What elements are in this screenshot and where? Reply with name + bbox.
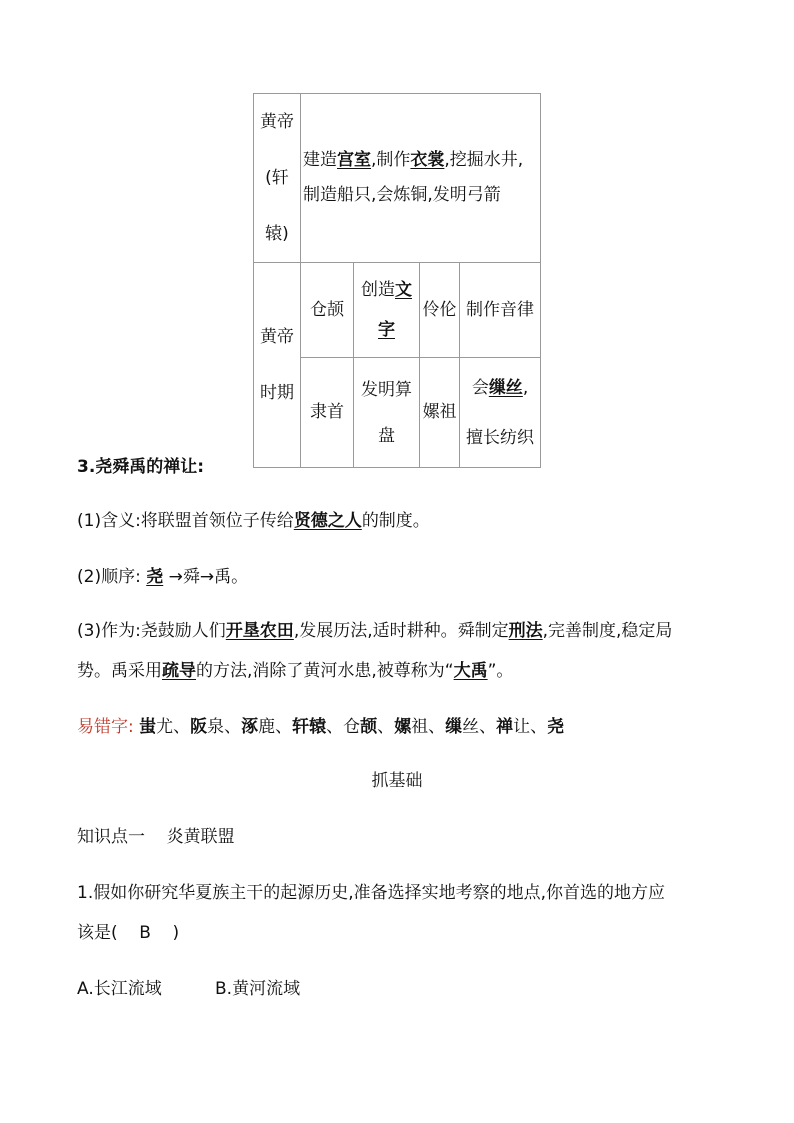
separator: 、 (530, 717, 548, 737)
separator: 、 (224, 717, 242, 737)
typo-word (139, 717, 173, 737)
key-term: 尧 (146, 567, 164, 587)
typo-label: 易错字: (77, 717, 134, 737)
cell-linglun: 伶伦 (420, 263, 460, 358)
typo-word (190, 717, 224, 737)
typo-rest: 泉 (207, 717, 225, 737)
cell-lishou: 隶首 (301, 358, 354, 468)
cell-text: (轩辕) (265, 168, 289, 244)
cell-text: 时期 (260, 383, 294, 403)
question-1-line1: 1.假如你研究华夏族主干的起源历史,准备选择实地考察的地点,你首选的地方应 (77, 883, 666, 903)
option-a: A.长江流域 (77, 979, 162, 999)
key-term: 衣裳 (410, 150, 445, 170)
text: ,挖掘水井,制造船只,会炼铜,发明弓箭 (303, 150, 524, 205)
cell-linglun-deed: 制作音律 (460, 263, 541, 358)
item-meaning (77, 506, 430, 531)
typo-word (547, 717, 564, 737)
separator: 、 (275, 717, 293, 737)
key-term: 缫丝 (488, 377, 523, 398)
option-b: B.黄河流域 (215, 979, 301, 999)
item-deeds-line1 (77, 616, 672, 641)
key-term: 大禹 (453, 661, 488, 681)
typo-char: 嫘 (394, 717, 412, 737)
text: ”。 (487, 661, 514, 681)
key-term: 文字 (378, 280, 412, 340)
section-title: 3.尧舜禹的禅让: (77, 457, 205, 477)
section-heading: 抓基础 (371, 771, 423, 791)
cell-text: 黄帝 (260, 112, 294, 132)
separator: 、 (428, 717, 446, 737)
text: →舜→禹。 (163, 567, 249, 587)
typo-word (445, 717, 479, 737)
typo-char: 尧 (547, 717, 565, 737)
typo-list (77, 712, 564, 737)
history-table (253, 93, 541, 468)
text: ,制作 (371, 150, 411, 170)
text: 的制度。 (361, 511, 430, 531)
typo-rest: 尤 (156, 717, 174, 737)
typo-char: 轩辕 (292, 717, 327, 737)
separator: 、 (377, 717, 395, 737)
separator: 、 (479, 717, 497, 737)
key-term: 开垦农田 (225, 621, 294, 641)
typo-char: 涿 (241, 717, 259, 737)
typo-rest: 丝 (462, 717, 480, 737)
text: (3)作为:尧鼓励人们 (77, 621, 226, 641)
knowledge-point: 知识点一 炎黄联盟 (77, 827, 235, 847)
cell-leizu: 嫘祖 (420, 358, 460, 468)
typo-char: 颉 (360, 717, 378, 737)
typo-rest: 让 (513, 717, 531, 737)
typo-word (496, 717, 530, 737)
text: (2)顺序: (77, 567, 147, 587)
cell-leizu-deed (460, 358, 541, 468)
separator: 、 (173, 717, 191, 737)
cell-huangdi-period (254, 263, 301, 468)
typo-rest: 鹿 (258, 717, 276, 737)
cell-lishou-deed: 发明算盘 (354, 358, 420, 468)
cell-text: 创造 (361, 280, 395, 300)
item-deeds-line2 (77, 656, 513, 681)
text: ,发展历法,适时耕种。舜制定 (293, 621, 509, 641)
cell-text: , (522, 377, 529, 398)
key-term: 贤德之人 (293, 511, 362, 531)
key-term: 刑法 (508, 621, 543, 641)
typo-word (241, 717, 275, 737)
typo-char: 阪 (190, 717, 208, 737)
typo-char: 禅 (496, 717, 514, 737)
key-term: 疏导 (162, 661, 196, 681)
cell-huangdi-deeds (301, 94, 541, 263)
typo-word (292, 717, 326, 737)
typo-rest: 仓 (343, 717, 361, 737)
text: 建造 (303, 150, 337, 170)
cell-cangjie: 仓颉 (301, 263, 354, 358)
separator: 、 (326, 717, 344, 737)
text: 的方法,消除了黄河水患,被尊称为“ (196, 661, 454, 681)
text: (1)含义:将联盟首领位子传给 (77, 511, 294, 531)
question-1-line2: 该是( B ) (77, 923, 180, 943)
typo-rest: 祖 (411, 717, 429, 737)
key-term: 宫室 (337, 150, 371, 170)
cell-text: 黄帝 (260, 327, 294, 347)
typo-char: 缫 (445, 717, 463, 737)
typo-word (394, 717, 428, 737)
cell-cangjie-deed (354, 263, 420, 358)
cell-huangdi-xuanyuan (254, 94, 301, 263)
typo-char: 蚩 (139, 717, 157, 737)
item-order (77, 562, 248, 587)
cell-text: 会 (471, 377, 489, 398)
cell-text: 擅长纺织 (466, 427, 535, 448)
text: ,完善制度,稳定局 (542, 621, 673, 641)
typo-word (343, 717, 377, 737)
text: 势。禹采用 (77, 661, 162, 681)
